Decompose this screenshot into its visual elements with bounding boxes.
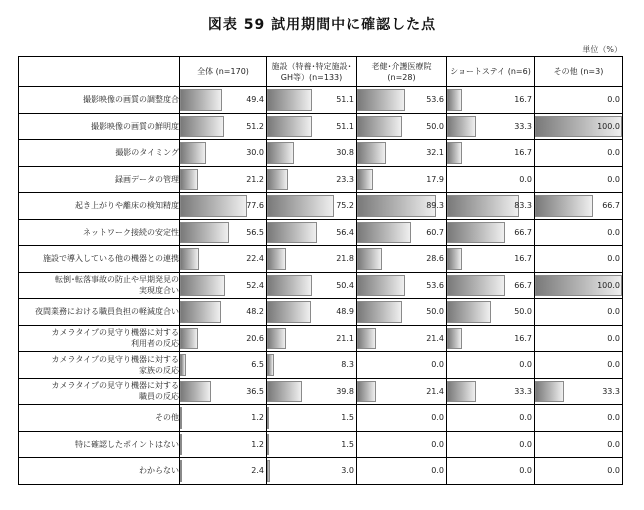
table-row [19,140,623,167]
percentage-value: 66.7 [602,201,620,211]
value-cell [357,140,447,167]
percentage-value: 1.2 [251,439,264,449]
percentage-value: 49.4 [246,95,264,105]
percentage-value: 0.0 [607,227,620,237]
percentage-value: 0.0 [607,333,620,343]
percentage-value: 56.4 [336,227,354,237]
value-cell [267,140,357,167]
percentage-bar [267,434,269,456]
percentage-bar [357,89,405,111]
percentage-value: 30.0 [246,148,264,158]
data-table [18,56,623,485]
value-cell [447,219,535,246]
percentage-bar [180,275,225,297]
table-row [19,458,623,485]
percentage-value: 51.1 [336,121,354,131]
percentage-bar [447,301,491,323]
value-cell [267,431,357,458]
value-cell [535,431,623,458]
value-cell [535,140,623,167]
row-label: カメラタイプの見守り機器に対する 職員の反応 [19,378,180,405]
percentage-value: 22.4 [246,254,264,264]
percentage-bar [180,195,247,217]
value-cell [180,431,267,458]
percentage-value: 1.2 [251,413,264,423]
percentage-value: 0.0 [519,174,532,184]
value-cell [535,325,623,352]
percentage-value: 48.2 [246,307,264,317]
value-cell [447,299,535,326]
table-row [19,87,623,114]
percentage-value: 0.0 [431,466,444,476]
table-row [19,193,623,220]
percentage-bar [357,116,402,138]
value-cell [180,352,267,379]
percentage-value: 16.7 [514,254,532,264]
percentage-bar [447,248,462,270]
value-cell [357,352,447,379]
table-row [19,219,623,246]
value-cell [180,193,267,220]
header-row [19,57,623,87]
value-cell [267,352,357,379]
percentage-value: 28.6 [426,254,444,264]
value-cell [267,272,357,299]
value-cell [267,113,357,140]
percentage-value: 56.5 [246,227,264,237]
value-cell [447,113,535,140]
percentage-bar [180,381,211,403]
percentage-bar [180,301,221,323]
percentage-bar [357,275,405,297]
percentage-bar [357,195,436,217]
value-cell [535,352,623,379]
percentage-bar [180,460,182,482]
value-cell [447,246,535,273]
percentage-value: 60.7 [426,227,444,237]
table-row [19,405,623,432]
percentage-value: 3.0 [341,466,354,476]
value-cell [535,193,623,220]
percentage-value: 50.4 [336,280,354,290]
value-cell [357,325,447,352]
percentage-value: 0.0 [607,360,620,370]
percentage-value: 36.5 [246,386,264,396]
column-header: 施設（特養･特定施設･ GH等）(n=133) [267,57,357,87]
corner-cell [19,57,180,87]
percentage-value: 33.3 [514,121,532,131]
value-cell [357,246,447,273]
percentage-bar [267,328,286,350]
row-label: カメラタイプの見守り機器に対する 家族の反応 [19,352,180,379]
table-row [19,378,623,405]
value-cell [267,87,357,114]
column-header: ショートステイ (n=6) [447,57,535,87]
percentage-bar [180,354,186,376]
table-row [19,299,623,326]
percentage-value: 0.0 [607,174,620,184]
value-cell [447,352,535,379]
value-cell [447,166,535,193]
percentage-bar [535,195,593,217]
table-row [19,352,623,379]
percentage-value: 66.7 [514,227,532,237]
percentage-value: 48.9 [336,307,354,317]
value-cell [267,405,357,432]
value-cell [267,246,357,273]
percentage-value: 100.0 [597,280,620,290]
percentage-value: 30.8 [336,148,354,158]
percentage-value: 51.2 [246,121,264,131]
row-label: 録画データの管理 [19,166,180,193]
percentage-value: 1.5 [341,439,354,449]
value-cell [447,272,535,299]
value-cell [180,87,267,114]
percentage-bar [357,222,411,244]
percentage-value: 0.0 [431,439,444,449]
percentage-value: 0.0 [607,254,620,264]
row-label: 撮影映像の画質の調整度合 [19,87,180,114]
value-cell [447,87,535,114]
value-cell [357,87,447,114]
value-cell [267,378,357,405]
row-label: 転倒･転落事故の防止や早期発見の 実現度合い [19,272,180,299]
percentage-bar [267,195,334,217]
percentage-value: 77.6 [246,201,264,211]
percentage-value: 0.0 [607,439,620,449]
value-cell [447,431,535,458]
percentage-value: 2.4 [251,466,264,476]
percentage-value: 83.3 [514,201,532,211]
percentage-value: 6.5 [251,360,264,370]
percentage-bar [357,328,376,350]
value-cell [180,405,267,432]
percentage-value: 23.3 [336,174,354,184]
value-cell [447,378,535,405]
value-cell [447,193,535,220]
row-label: 撮影のタイミング [19,140,180,167]
table-row [19,246,623,273]
percentage-value: 16.7 [514,95,532,105]
value-cell [357,219,447,246]
percentage-value: 8.3 [341,360,354,370]
value-cell [535,87,623,114]
percentage-bar [357,248,382,270]
row-label: 撮影映像の画質の鮮明度 [19,113,180,140]
percentage-value: 33.3 [602,386,620,396]
value-cell [535,272,623,299]
column-header: その他 (n=3) [535,57,623,87]
value-cell [535,299,623,326]
percentage-bar [267,301,311,323]
percentage-value: 0.0 [519,360,532,370]
column-header: 老健･介護医療院 (n=28) [357,57,447,87]
value-cell [267,458,357,485]
value-cell [180,458,267,485]
value-cell [447,140,535,167]
percentage-value: 100.0 [597,121,620,131]
value-cell [535,113,623,140]
value-cell [357,272,447,299]
percentage-value: 53.6 [426,95,444,105]
chart-title: 図表 59 試用期間中に確認した点 [207,17,437,33]
percentage-value: 21.4 [426,333,444,343]
percentage-value: 50.0 [426,121,444,131]
percentage-bar [357,381,376,403]
value-cell [357,193,447,220]
value-cell [180,299,267,326]
percentage-bar [180,434,182,456]
percentage-bar [180,116,224,138]
percentage-bar [447,275,505,297]
unit-label: 単位（%） [582,45,622,54]
percentage-value: 0.0 [607,148,620,158]
percentage-bar [180,328,198,350]
percentage-value: 1.5 [341,413,354,423]
percentage-bar [447,89,462,111]
percentage-value: 0.0 [607,95,620,105]
percentage-bar [267,460,270,482]
table-row [19,272,623,299]
row-label: 夜間業務における職員負担の軽減度合い [19,299,180,326]
percentage-value: 50.0 [426,307,444,317]
percentage-bar [180,407,182,429]
value-cell [447,458,535,485]
percentage-value: 32.1 [426,148,444,158]
value-cell [180,272,267,299]
value-cell [180,113,267,140]
percentage-value: 66.7 [514,280,532,290]
percentage-value: 0.0 [519,439,532,449]
percentage-bar [357,169,373,191]
percentage-value: 17.9 [426,174,444,184]
percentage-bar [357,142,386,164]
percentage-bar [357,301,402,323]
row-label: カメラタイプの見守り機器に対する 利用者の反応 [19,325,180,352]
percentage-bar [180,222,229,244]
percentage-bar [267,407,269,429]
value-cell [180,166,267,193]
value-cell [357,458,447,485]
row-label: 施設で導入している他の機器との連携 [19,246,180,273]
percentage-bar [267,116,312,138]
percentage-bar [267,142,294,164]
percentage-bar [180,169,198,191]
percentage-value: 16.7 [514,148,532,158]
percentage-bar [447,381,476,403]
percentage-value: 21.8 [336,254,354,264]
percentage-bar [447,142,462,164]
column-header: 全体 (n=170) [180,57,267,87]
row-label: 特に確認したポイントはない [19,431,180,458]
percentage-value: 52.4 [246,280,264,290]
value-cell [357,113,447,140]
percentage-bar [447,195,519,217]
value-cell [447,325,535,352]
percentage-bar [535,381,564,403]
percentage-value: 33.3 [514,386,532,396]
value-cell [267,166,357,193]
value-cell [267,219,357,246]
percentage-value: 0.0 [431,413,444,423]
value-cell [357,166,447,193]
value-cell [357,431,447,458]
value-cell [180,378,267,405]
value-cell [535,246,623,273]
value-cell [180,219,267,246]
table-row [19,113,623,140]
percentage-value: 0.0 [607,466,620,476]
table-row [19,325,623,352]
value-cell [357,299,447,326]
percentage-value: 0.0 [519,413,532,423]
row-label: 起き上がりや離床の検知精度 [19,193,180,220]
percentage-value: 0.0 [607,307,620,317]
percentage-bar [267,248,286,270]
percentage-value: 0.0 [519,466,532,476]
percentage-value: 21.2 [246,174,264,184]
percentage-value: 16.7 [514,333,532,343]
value-cell [535,458,623,485]
row-label: その他 [19,405,180,432]
percentage-bar [267,169,288,191]
percentage-value: 21.1 [336,333,354,343]
percentage-bar [180,248,199,270]
percentage-bar [267,275,312,297]
table-row [19,431,623,458]
value-cell [267,193,357,220]
percentage-bar [447,328,462,350]
value-cell [180,246,267,273]
percentage-value: 53.6 [426,280,444,290]
value-cell [535,378,623,405]
percentage-value: 39.8 [336,386,354,396]
value-cell [535,405,623,432]
percentage-bar [447,222,505,244]
table-row [19,166,623,193]
percentage-value: 50.0 [514,307,532,317]
percentage-bar [447,116,476,138]
row-label: ネットワーク接続の安定性 [19,219,180,246]
percentage-bar [180,142,206,164]
percentage-bar [180,89,222,111]
percentage-value: 0.0 [607,413,620,423]
percentage-value: 89.3 [426,201,444,211]
value-cell [535,219,623,246]
value-cell [180,140,267,167]
percentage-bar [267,89,312,111]
percentage-value: 75.2 [336,201,354,211]
percentage-value: 21.4 [426,386,444,396]
row-label: わからない [19,458,180,485]
percentage-value: 0.0 [431,360,444,370]
value-cell [267,299,357,326]
value-cell [180,325,267,352]
percentage-bar [267,354,274,376]
value-cell [357,378,447,405]
percentage-value: 51.1 [336,95,354,105]
percentage-bar [267,222,317,244]
value-cell [447,405,535,432]
value-cell [357,405,447,432]
percentage-bar [267,381,302,403]
value-cell [267,325,357,352]
value-cell [535,166,623,193]
percentage-value: 20.6 [246,333,264,343]
